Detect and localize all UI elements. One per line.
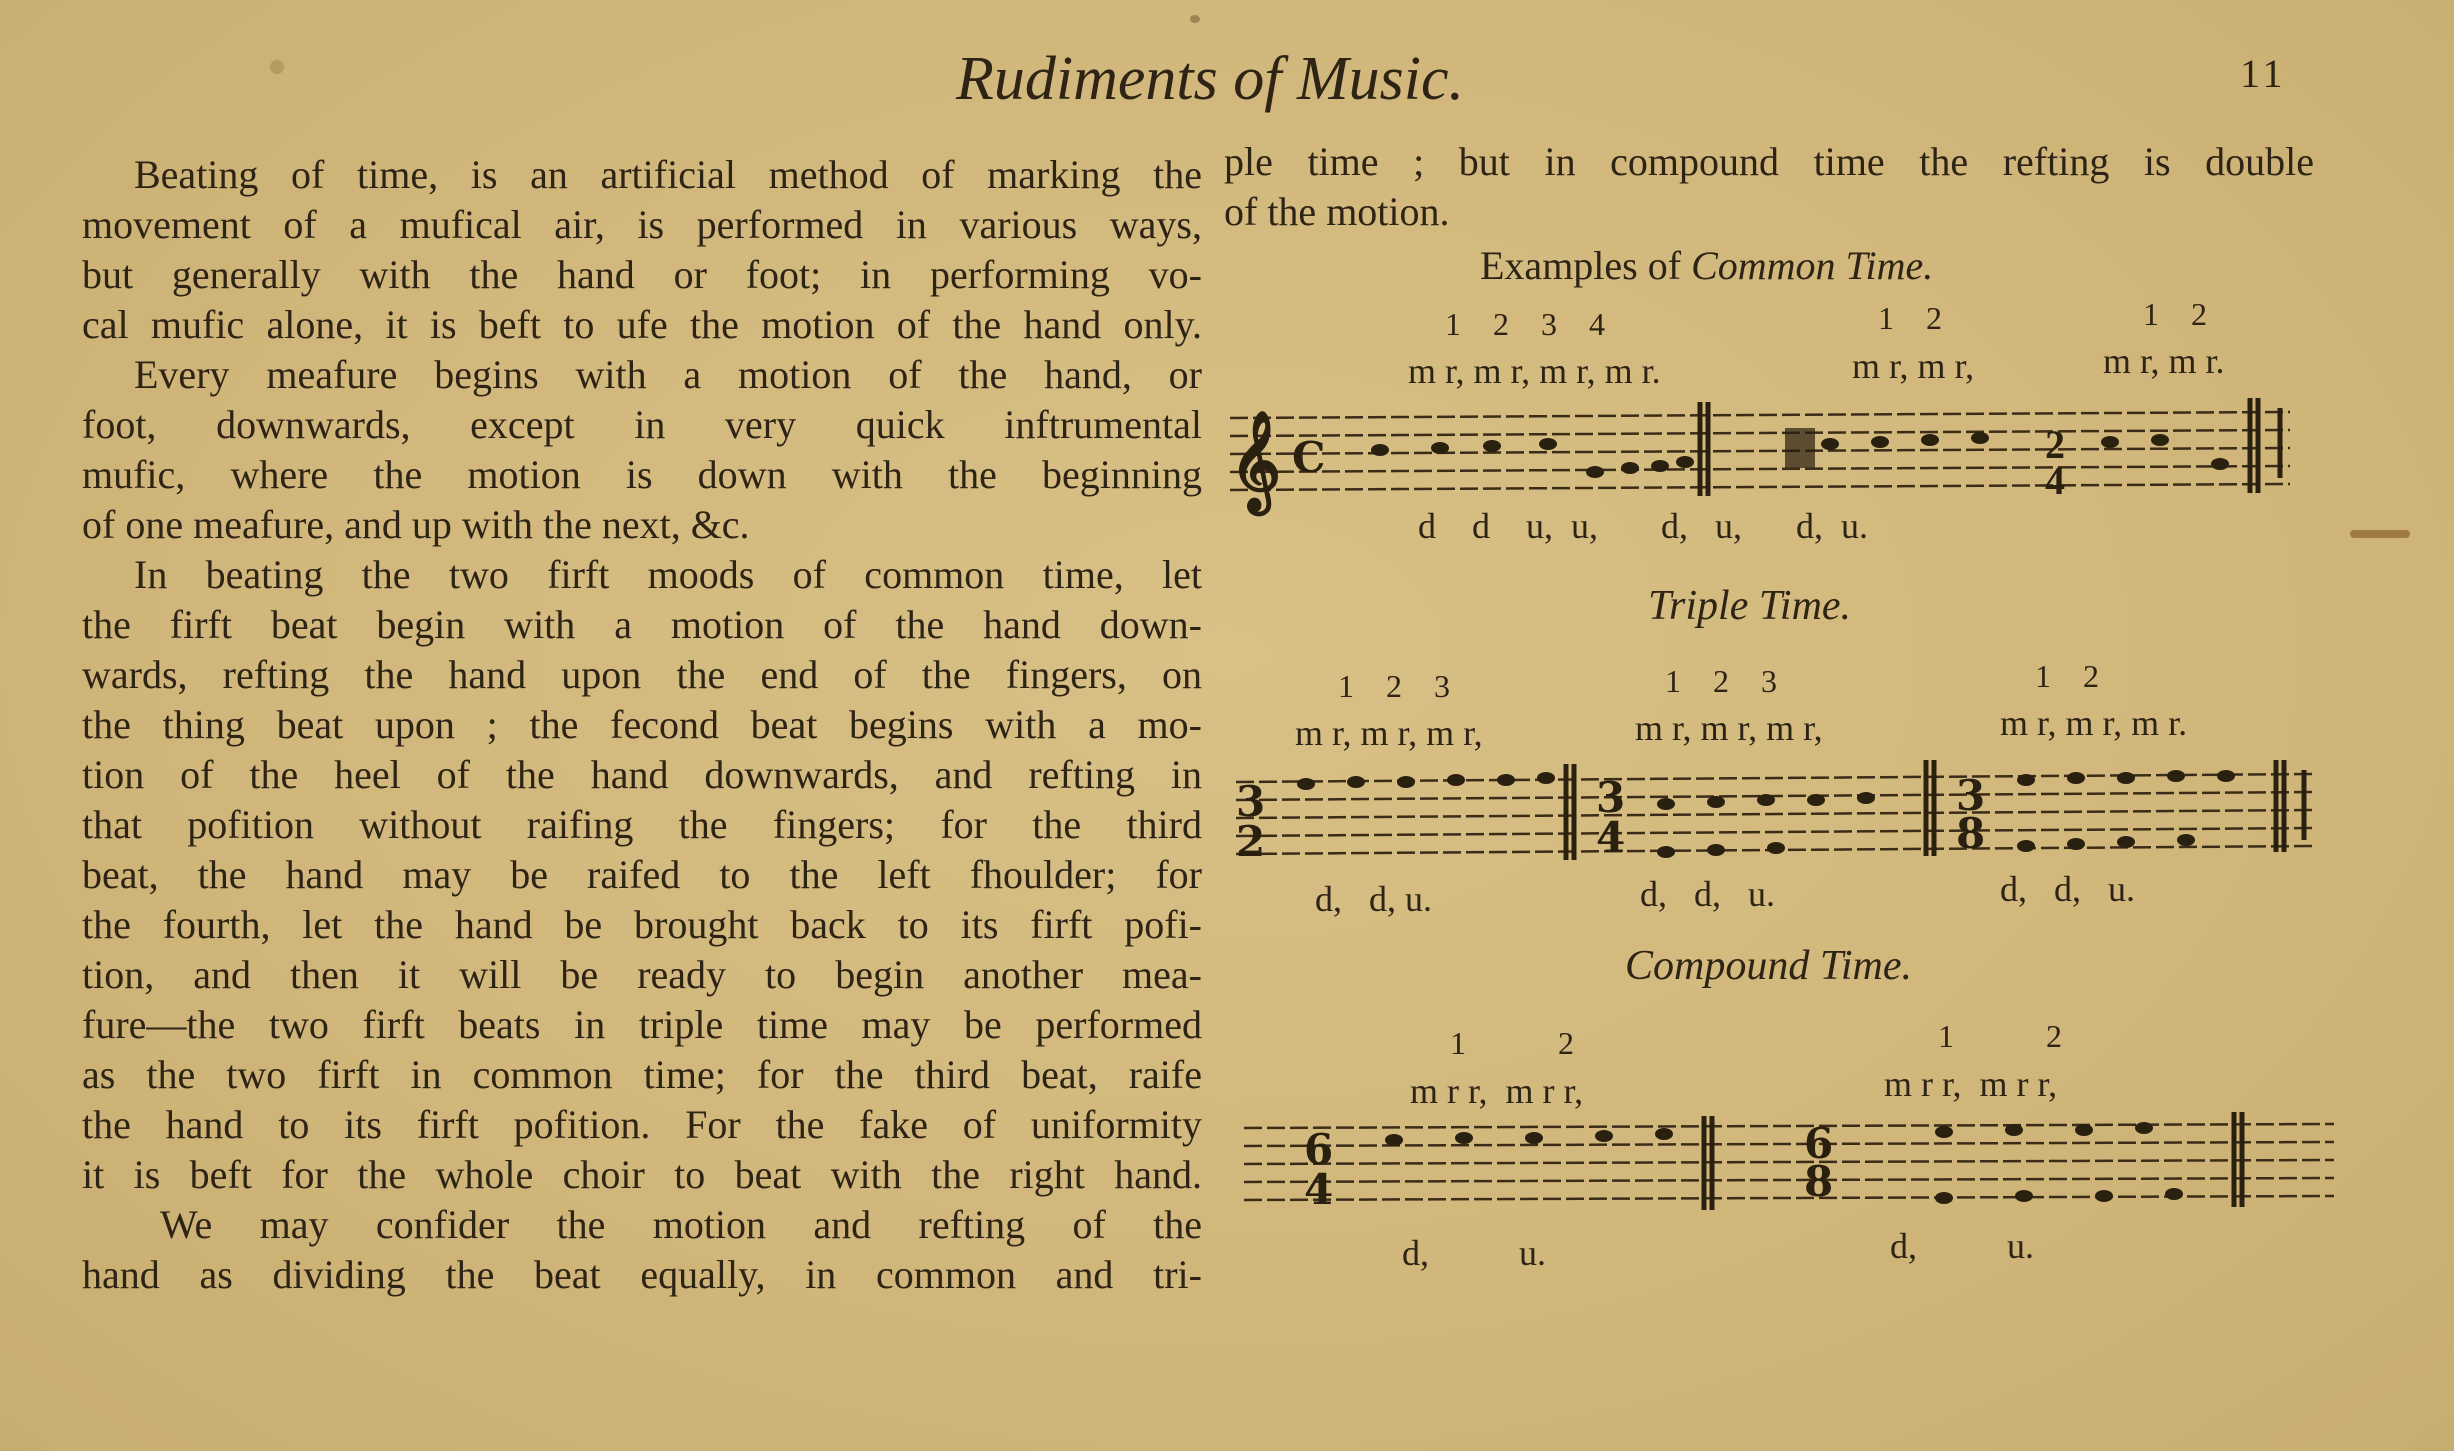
- common-time-heading: Examples of Common Time.: [1480, 243, 1934, 288]
- svg-text:4: 4: [2045, 458, 2065, 503]
- text-line: Every meafure begins with a motion of the hand, or: [134, 352, 1202, 397]
- beat-numbers: 1 2: [1938, 1018, 2064, 1054]
- text-line: fure—the two firft beats in triple time may be performed: [82, 1002, 1202, 1047]
- text-line: it is beft for the whole choir to beat with the right hand.: [82, 1152, 1202, 1197]
- right-text-column: [1224, 137, 2314, 237]
- triple-time-staff: [1236, 760, 2336, 880]
- beat-numbers: 1 2: [1450, 1025, 1576, 1061]
- svg-text:6: 6: [1804, 1119, 1834, 1168]
- text-line: We may confider the motion and refting of the: [160, 1202, 1202, 1247]
- text-line: of the motion.: [1224, 189, 1450, 234]
- beat-directions: d, u.: [1402, 1233, 1546, 1273]
- text-line: In beating the two firft moods of common time, let: [134, 552, 1202, 597]
- left-text-column: [82, 150, 1202, 1300]
- svg-text:6: 6: [1304, 1125, 1334, 1174]
- text-line: hand as dividing the beat equally, in common and tri-: [82, 1252, 1202, 1297]
- page-number: 11: [2240, 51, 2287, 96]
- common-time-staff: [1230, 398, 2330, 518]
- text-line: of one meafure, and up with the next, &c.: [82, 502, 750, 547]
- text-line: movement of a mufical air, is performed in various ways,: [82, 202, 1202, 247]
- text-line: the fourth, let the hand be brought back to its firft pofi-: [82, 902, 1202, 947]
- text-line: that pofition without raifing the fingers; for the third: [82, 802, 1202, 847]
- beat-directions: d, u.: [1890, 1226, 2034, 1266]
- svg-text:3: 3: [1236, 777, 1266, 826]
- text-line: tion of the heel of the hand downwards, and refting in: [82, 752, 1202, 797]
- text-line: mufic, where the motion is down with the beginning: [82, 452, 1202, 497]
- solmization-syllables: m r, m r, m r,: [1635, 708, 1823, 748]
- triple-time-heading: Triple Time.: [1648, 583, 1852, 629]
- svg-text:C: C: [1292, 433, 1326, 482]
- text-line: as the two firft in common time; for the third beat, raife: [82, 1052, 1202, 1097]
- svg-text:𝄞: 𝄞: [1230, 410, 1281, 511]
- compound-time-heading: Compound Time.: [1625, 943, 1913, 989]
- running-head: Rudiments of Music.: [956, 45, 1464, 113]
- svg-text:4: 4: [1596, 813, 1626, 862]
- beat-directions: d, d, u.: [1640, 874, 1775, 914]
- text-line: the hand to its firft pofition. For the fake of uniformity: [82, 1102, 1202, 1147]
- solmization-syllables: m r r, m r r,: [1884, 1064, 2058, 1104]
- solmization-syllables: m r, m r, m r.: [2000, 703, 2188, 743]
- text-line: cal mufic alone, it is beft to ufe the motion of the hand only.: [82, 302, 1202, 347]
- beat-numbers: 1 2: [2035, 658, 2101, 694]
- text-line: foot, downwards, except in very quick inftrumental: [82, 402, 1202, 447]
- svg-text:2: 2: [2045, 422, 2065, 467]
- solmization-syllables: m r, m r, m r,: [1295, 713, 1483, 753]
- svg-text:8: 8: [1956, 809, 1986, 858]
- compound-time-staff: [1244, 1112, 2344, 1232]
- svg-text:8: 8: [1804, 1157, 1834, 1206]
- paper-stain: [2350, 530, 2410, 538]
- beat-numbers: 1 2 3: [1338, 668, 1452, 704]
- svg-text:4: 4: [1304, 1165, 1334, 1214]
- text-line: the thing beat upon ; the fecond beat begins with a mo-: [82, 702, 1202, 747]
- beat-directions: d, d, u.: [1315, 879, 1432, 919]
- svg-text:3: 3: [1956, 771, 1986, 820]
- svg-text:3: 3: [1596, 773, 1626, 822]
- paper-stain: [1190, 15, 1200, 23]
- beat-numbers: 1 2 3: [1665, 663, 1779, 699]
- beat-directions: d d u, u, d, u, d, u.: [1418, 506, 1868, 546]
- text-line: ple time ; but in compound time the refting is double: [1224, 139, 2314, 184]
- beat-directions: d, d, u.: [2000, 869, 2135, 909]
- solmization-syllables: m r r, m r r,: [1410, 1071, 1584, 1111]
- text-line: beat, the hand may be raifed to the left fhoulder; for: [82, 852, 1202, 897]
- beat-numbers: 1 2: [2143, 296, 2209, 332]
- text-line: but generally with the hand or foot; in performing vo-: [82, 252, 1202, 297]
- solmization-syllables: m r, m r,: [1852, 346, 1975, 386]
- text-line: the firft beat begin with a motion of the hand down-: [82, 602, 1202, 647]
- text-line: tion, and then it will be ready to begin another mea-: [82, 952, 1202, 997]
- beat-numbers: 1 2 3 4: [1445, 306, 1607, 342]
- solmization-syllables: m r, m r, m r, m r.: [1408, 351, 1661, 391]
- svg-text:2: 2: [1236, 817, 1266, 866]
- text-line: wards, refting the hand upon the end of the fingers, on: [82, 652, 1202, 697]
- beat-numbers: 1 2: [1878, 300, 1944, 336]
- paper-stain: [270, 60, 284, 74]
- text-line: Beating of time, is an artificial method of marking the: [134, 152, 1202, 197]
- solmization-syllables: m r, m r.: [2103, 341, 2225, 381]
